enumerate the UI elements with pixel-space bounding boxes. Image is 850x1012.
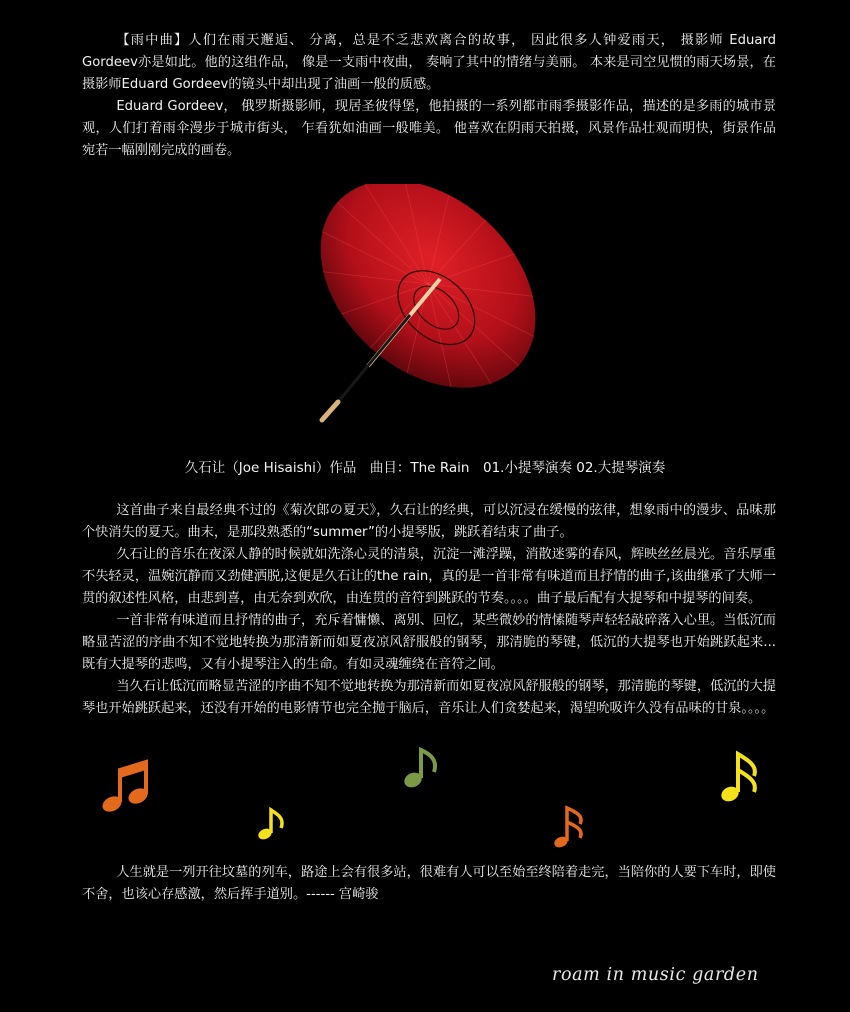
- music-note-icon: [98, 756, 160, 818]
- intro-section: [82, 30, 776, 162]
- quote-section: [82, 862, 776, 906]
- quote-text: 人生就是一列开往坟墓的列车，路途上会有很多站，很难有人可以至始至终陪着走完，当陪你的人要下车时，即使不舍，也该心存感激，然后挥手道别。------ 宫崎骏: [82, 865, 776, 902]
- music-paragraph-3: 一首非常有味道而且抒情的曲子，充斥着慵懒、离别、回忆，某些微妙的情愫随琴声轻轻敲碎落入心里。当低沉而略显苦涩的序曲不知不觉地转换为那清新而如夏夜凉风舒服般的钢琴，那清脆的琴键，低沉的大提琴也开始跳跃起来...既有大提琴的悲鸣，又有小提琴注入的生命。有如灵魂缠绕在音符之间。: [82, 613, 776, 672]
- music-paragraph-1: 这首曲子来自最经典不过的《菊次郎の夏天》，久石让的经典，可以沉浸在缓慢的弦律，想象雨中的漫步、品味那个快消失的夏天。曲末，是那段熟悉的“summer”的小提琴版，跳跃着结束了曲子。: [82, 503, 776, 540]
- intro-paragraph-1: 【雨中曲】人们在雨天邂逅、 分离，总是不乏悲欢离合的故事， 因此很多人钟爱雨天， 摄影师 Eduard Gordeev亦是如此。他的这组作品， 像是一支雨中夜曲， 奏响了其中的情绪与美丽。 本来是司空见惯的雨天场景，在摄影师Eduard Gordeev的镜头中却出现了油画一般的质感。: [82, 33, 776, 92]
- music-caption: 久石让（Joe Hisaishi）作品 曲目：The Rain 01.小提琴演奏 02.大提琴演奏: [184, 460, 666, 476]
- intro-paragraph-2: Eduard Gordeev， 俄罗斯摄影师，现居圣彼得堡，他拍摄的一系列都市雨季摄影作品，描述的是多雨的城市景观，人们打着雨伞漫步于城市街头， 乍看犹如油画一般唯美。 他喜欢在阴雨天拍摄，风景作品壮观而明快，街景作品宛若一幅刚刚完成的画卷。: [82, 99, 776, 158]
- music-description: [82, 500, 776, 720]
- signature: roam in music garden: [552, 965, 759, 985]
- music-note-icon: [400, 744, 448, 792]
- music-paragraph-4: 当久石让低沉而略显苦涩的序曲不知不觉地转换为那清新而如夏夜凉风舒服般的钢琴，那清脆的琴键，低沉的大提琴也开始跳跃起来，还没有开始的电影情节也完全抛于脑后，音乐让人们贪婪起来，渴望吮吸许久没有品味的甘泉。。。。: [82, 679, 776, 716]
- umbrella-image: [300, 184, 560, 429]
- music-note-icon: [552, 804, 590, 852]
- music-note-icon: [255, 806, 289, 842]
- music-paragraph-2: 久石让的音乐在夜深人静的时候就如洗涤心灵的清泉，沉淀一滩浮躁，消散迷雾的春风，辉映丝丝晨光。音乐厚重不失轻灵，温婉沉静而又劲健洒脱,这便是久石让的the rain，真的是一首非常有味道而且抒情的曲子,该曲继承了大师一贯的叙述性风格，由悲到喜，由无奈到欢欣，由连贯的音符到跳跃的节奏。。。。曲子最后配有大提琴和中提琴的间奏。: [82, 547, 776, 606]
- music-note-icon: [718, 750, 766, 806]
